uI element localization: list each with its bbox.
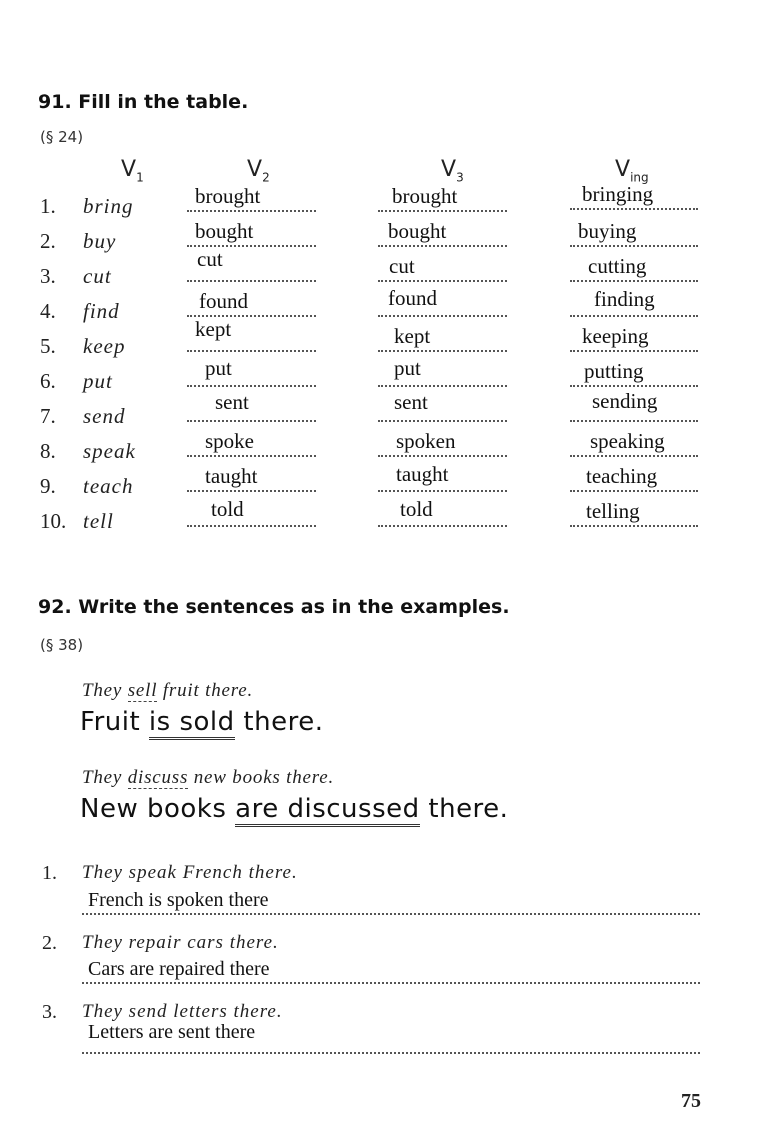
v2-field[interactable]: bought	[187, 215, 316, 247]
exercise-91-title: 91. Fill in the table.	[38, 91, 249, 113]
example-2-answer: New books are discussed there.	[80, 794, 508, 824]
header-v1: $V_1$	[121, 157, 144, 185]
base-verb: tell	[83, 509, 114, 533]
example-1-answer: Fruit is sold there.	[80, 707, 323, 737]
row-number: 8.	[40, 439, 56, 463]
example-1-prompt: They sell fruit there.	[82, 680, 253, 701]
row-number: 6.	[40, 369, 56, 393]
header-ving: $V_{ing}$	[615, 157, 649, 185]
v3-field[interactable]: kept	[378, 320, 507, 352]
ving-field[interactable]: keeping	[570, 320, 698, 352]
exercise-92-reference: (§ 38)	[40, 636, 84, 654]
row-number: 10.	[40, 509, 67, 533]
base-verb: find	[83, 299, 120, 323]
example-2-prompt: They discuss new books there.	[82, 767, 335, 788]
base-verb: teach	[83, 474, 134, 498]
v2-field[interactable]: told	[187, 495, 316, 527]
ving-field[interactable]: bringing	[570, 178, 698, 210]
row-number: 1.	[40, 194, 56, 218]
header-v3: $V_3$	[441, 157, 464, 185]
v3-field[interactable]: brought	[378, 180, 507, 212]
v3-field[interactable]: bought	[378, 215, 507, 247]
v3-field[interactable]: found	[378, 285, 507, 317]
ving-field[interactable]: putting	[570, 355, 698, 387]
ving-field[interactable]: teaching	[570, 460, 698, 492]
v2-field[interactable]: taught	[187, 460, 316, 492]
question-number: 2.	[42, 932, 57, 954]
answer-line[interactable]: Letters are sent there	[82, 1026, 700, 1054]
question-number: 1.	[42, 862, 57, 884]
page-number: 75	[681, 1090, 701, 1112]
ving-field[interactable]: speaking	[570, 425, 698, 457]
row-number: 7.	[40, 404, 56, 428]
base-verb: speak	[83, 439, 136, 463]
v2-field[interactable]: found	[187, 285, 316, 317]
ving-field[interactable]: sending	[570, 390, 698, 422]
question-text: They repair cars there.	[82, 932, 279, 953]
question-text: They send letters there.	[82, 1001, 283, 1022]
v2-field[interactable]: spoke	[187, 425, 316, 457]
base-verb: keep	[83, 334, 126, 358]
base-verb: cut	[83, 264, 112, 288]
row-number: 4.	[40, 299, 56, 323]
v2-field[interactable]: sent	[187, 390, 316, 422]
row-number: 5.	[40, 334, 56, 358]
v3-field[interactable]: taught	[378, 460, 507, 492]
v3-field[interactable]: cut	[378, 250, 507, 282]
exercise-91-reference: (§ 24)	[40, 128, 84, 146]
v2-field[interactable]: cut	[187, 250, 316, 282]
base-verb: send	[83, 404, 126, 428]
v3-field[interactable]: spoken	[378, 425, 507, 457]
question-text: They speak French there.	[82, 862, 298, 883]
v2-field[interactable]: kept	[187, 320, 316, 352]
base-verb: bring	[83, 194, 134, 218]
v3-field[interactable]: put	[378, 355, 507, 387]
exercise-92-title: 92. Write the sentences as in the examples.	[38, 596, 510, 618]
v2-field[interactable]: brought	[187, 180, 316, 212]
row-number: 3.	[40, 264, 56, 288]
table-row	[0, 497, 774, 538]
v3-field[interactable]: sent	[378, 390, 507, 422]
v3-field[interactable]: told	[378, 495, 507, 527]
question-number: 3.	[42, 1001, 57, 1023]
ving-field[interactable]: finding	[570, 285, 698, 317]
ving-field[interactable]: telling	[570, 495, 698, 527]
answer-line[interactable]: Cars are repaired there	[82, 956, 700, 984]
row-number: 2.	[40, 229, 56, 253]
base-verb: put	[83, 369, 113, 393]
ving-field[interactable]: cutting	[570, 250, 698, 282]
base-verb: buy	[83, 229, 117, 253]
answer-line[interactable]: French is spoken there	[82, 887, 700, 915]
ving-field[interactable]: buying	[570, 215, 698, 247]
header-v2: $V_2$	[247, 157, 270, 185]
v2-field[interactable]: put	[187, 355, 316, 387]
row-number: 9.	[40, 474, 56, 498]
